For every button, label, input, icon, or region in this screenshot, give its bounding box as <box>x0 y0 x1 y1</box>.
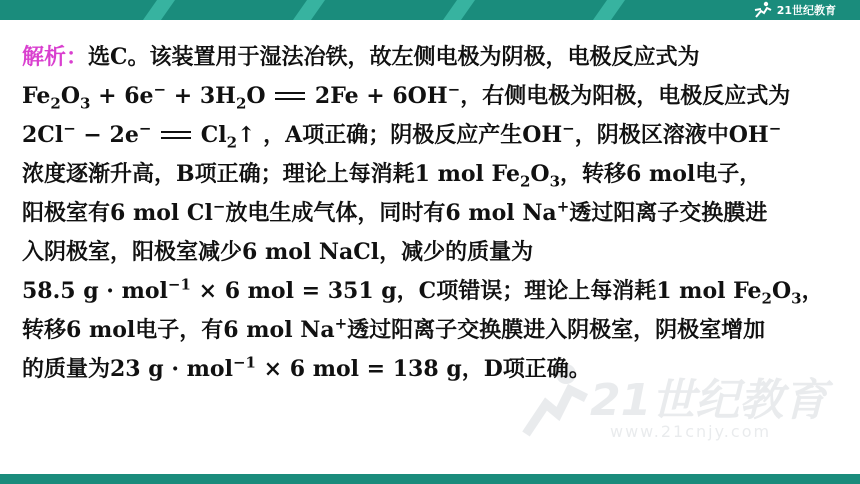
analysis-line-2 <box>22 77 842 116</box>
formula-text: O <box>246 83 274 109</box>
line-text: 入阴极室，阳极室减少6 mol NaCl，减少的质量为 <box>22 239 534 265</box>
line-text: 选C。该装置用于湿法冶铁，故左侧电极为阴极，电极反应式为 <box>88 44 700 70</box>
subscript: 2 <box>50 94 61 113</box>
runner-icon <box>753 1 773 19</box>
line-text: 转移6 mol电子，有6 mol Na <box>22 317 335 343</box>
brand-logo <box>753 1 836 19</box>
analysis-line-5 <box>22 194 842 233</box>
line-text: 放电生成气体，同时有6 mol Na <box>225 200 557 226</box>
analysis-line-4 <box>22 155 842 194</box>
superscript: − <box>447 80 461 99</box>
banner-stripe <box>593 0 625 20</box>
subscript: 3 <box>80 94 91 113</box>
superscript: − <box>153 80 167 99</box>
top-banner <box>0 0 860 20</box>
banner-stripe <box>143 0 175 20</box>
analysis-label: 解析： <box>22 44 89 70</box>
subscript: 3 <box>791 289 802 308</box>
bottom-banner <box>0 474 860 484</box>
analysis-line-3 <box>22 116 842 155</box>
watermark-url: www.21cnjy.com <box>610 422 772 441</box>
superscript: − <box>562 119 575 138</box>
formula-text <box>151 122 159 148</box>
analysis-line-8 <box>22 311 842 350</box>
analysis-text <box>22 38 842 389</box>
formula-text: Cl <box>193 122 227 148</box>
banner-stripe <box>293 0 325 20</box>
subscript: 2 <box>519 172 531 191</box>
line-text: 的质量为23 g · mol <box>22 356 233 382</box>
formula-text: O <box>771 278 792 304</box>
line-text: ， <box>801 278 824 304</box>
line-text: ，右侧电极为阳极，电极反应式为 <box>460 83 791 109</box>
analysis-line-9 <box>22 350 842 389</box>
subscript: 2 <box>761 289 772 308</box>
formula-text: Fe <box>22 83 51 109</box>
line-text: 透过阳离子交换膜进 <box>569 200 768 226</box>
superscript: − <box>768 119 782 138</box>
line-text: ↑ ，A项正确；阴极反应产生OH <box>237 122 563 148</box>
analysis-line-6 <box>22 233 842 272</box>
formula-text: 2Fe + 6OH <box>307 83 448 109</box>
formula-text: O <box>530 161 550 187</box>
superscript: −1 <box>167 275 191 294</box>
formula-text: + 3H <box>166 83 236 109</box>
formula-text: O <box>60 83 81 109</box>
formula-text: 2Cl <box>22 122 64 148</box>
formula-text: − 2e <box>75 122 139 148</box>
line-text: 阳极室有6 mol Cl <box>22 200 213 226</box>
subscript: 2 <box>235 94 247 113</box>
line-text: × 6 mol = 351 g，C项错误；理论上每消耗1 mol Fe <box>190 278 762 304</box>
superscript: + <box>334 314 348 333</box>
formula-text: 58.5 g · mol <box>22 278 168 304</box>
superscript: − <box>212 197 226 216</box>
superscript: − <box>138 119 152 138</box>
superscript: −1 <box>232 353 256 372</box>
brand-name: 21世纪教育 <box>776 4 836 17</box>
line-text: 透过阳离子交换膜进入阴极室，阴极室增加 <box>347 317 766 343</box>
equals-sign-icon <box>273 92 307 102</box>
line-text: ，转移6 mol电子， <box>560 161 762 187</box>
equals-sign-icon <box>159 131 193 141</box>
superscript: − <box>63 119 76 138</box>
line-text: ，阴极区溶液中OH <box>574 122 769 148</box>
subscript: 2 <box>226 133 238 152</box>
formula-text: + 6e <box>90 83 154 109</box>
line-text: 浓度逐渐升高，B项正确；理论上每消耗1 mol Fe <box>22 161 520 187</box>
analysis-line-7 <box>22 272 842 311</box>
subscript: 3 <box>549 172 560 191</box>
line-text: × 6 mol = 138 g，D项正确。 <box>255 356 591 382</box>
superscript: + <box>556 197 570 216</box>
watermark-text: 21世纪教育 <box>590 375 828 426</box>
banner-stripe <box>443 0 475 20</box>
analysis-line-1 <box>22 38 842 77</box>
